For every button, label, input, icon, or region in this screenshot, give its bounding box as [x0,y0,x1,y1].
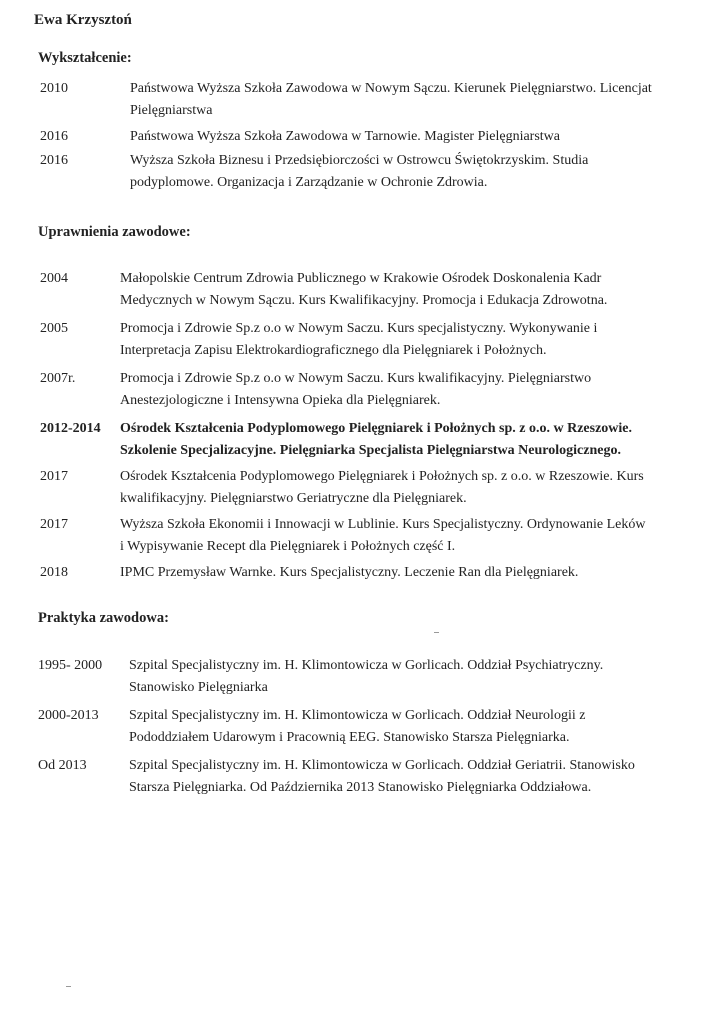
entry-description [129,755,700,799]
entry-line: i Wypisywanie Recept dla Pielęgniarek i Położnych część I. [120,539,456,554]
practice-heading: Praktyka zawodowa: [38,610,169,626]
entry-year: 2000-2013 [38,708,99,723]
entry-year: 2018 [40,565,68,580]
entry-line: Ośrodek Kształcenia Podyplomowego Pielęgniarek i Położnych sp. z o.o. w Rzeszowie. Kurs [120,469,644,484]
entry-year: 2016 [40,153,68,168]
entry-year: 2007r. [40,371,76,386]
entry-line: Pododdziałem Udarowym i Pracownią EEG. Stanowisko Starsza Pielęgniarka. [129,730,570,745]
entry-line: Małopolskie Centrum Zdrowia Publicznego w Krakowie Ośrodek Doskonalenia Kadr [120,271,602,286]
qualifications-heading: Uprawnienia zawodowe: [38,224,191,240]
entry-line: Starsza Pielęgniarka. Od Października 2013 Stanowisko Pielęgniarka Oddziałowa. [129,780,592,795]
entry-line: Szpital Specjalistyczny im. H. Klimontowicza w Gorlicach. Oddział Psychiatryczny. [129,658,604,673]
entry-line: Szpital Specjalistyczny im. H. Klimontowicza w Gorlicach. Oddział Neurologii z [129,708,586,723]
entry-line: podyplomowe. Organizacja i Zarządzanie w Ochronie Zdrowia. [130,175,488,190]
entry-line: Promocja i Zdrowie Sp.z o.o w Nowym Saczu. Kurs specjalistyczny. Wykonywanie i [120,321,598,336]
entry-line: Wyższa Szkoła Ekonomii i Innowacji w Lublinie. Kurs Specjalistyczny. Ordynowanie Leków [120,517,646,532]
scan-speck [66,986,71,987]
entry-year: 2017 [40,517,68,532]
entry-description [130,78,700,122]
entry-line: Szkolenie Specjalizacyjne. Pielęgniarka Specjalista Pielęgniarstwa Neurologicznego. [120,443,621,458]
entry-line: Państwowa Wyższa Szkoła Zawodowa w Nowym Sączu. Kierunek Pielęgniarstwo. Licencjat [130,81,652,96]
entry-year: Od 2013 [38,758,87,773]
entry-line: Anestezjologiczne i Intensywna Opieka dla Pielęgniarek. [120,393,441,408]
entry-year: 2004 [40,271,68,286]
entry-description [130,126,700,148]
entry-description [120,368,700,412]
entry-description [120,466,700,510]
entry-year: 2017 [40,469,68,484]
entry-description [120,268,700,312]
entry-line: Medycznych w Nowym Sączu. Kurs Kwalifikacyjny. Promocja i Edukacja Zdrowotna. [120,293,608,308]
entry-year: 2005 [40,321,68,336]
entry-line: Ośrodek Kształcenia Podyplomowego Pielęgniarek i Położnych sp. z o.o. w Rzeszowie. [120,421,632,436]
entry-description [130,150,700,194]
entry-description [120,514,700,558]
entry-year: 2016 [40,129,68,144]
entry-year: 2012-2014 [40,421,101,436]
education-heading: Wykształcenie: [38,50,132,66]
entry-line: Promocja i Zdrowie Sp.z o.o w Nowym Saczu. Kurs kwalifikacyjny. Pielęgniarstwo [120,371,592,386]
entry-line: Interpretacja Zapisu Elektrokardiograficznego dla Pielęgniarek i Położnych. [120,343,547,358]
entry-line: Pielęgniarstwa [130,103,213,118]
entry-line: Wyższa Szkoła Biznesu i Przedsiębiorczości w Ostrowcu Świętokrzyskim. Studia [130,153,589,168]
entry-description [120,418,700,462]
entry-year: 2010 [40,81,68,96]
scan-speck [434,632,439,633]
entry-line: kwalifikacyjny. Pielęgniarstwo Geriatryczne dla Pielęgniarek. [120,491,467,506]
entry-line: IPMC Przemysław Warnke. Kurs Specjalistyczny. Leczenie Ran dla Pielęgniarek. [120,565,579,580]
entry-description [129,655,700,699]
entry-line: Szpital Specjalistyczny im. H. Klimontowicza w Gorlicach. Oddział Geriatrii. Stanowisko [129,758,635,773]
entry-line: Państwowa Wyższa Szkoła Zawodowa w Tarnowie. Magister Pielęgniarstwa [130,129,560,144]
person-name: Ewa Krzysztoń [34,12,132,28]
entry-description [120,562,700,584]
entry-line: Stanowisko Pielęgniarka [129,680,268,695]
entry-description [129,705,700,749]
entry-description [120,318,700,362]
entry-year: 1995- 2000 [38,658,103,673]
